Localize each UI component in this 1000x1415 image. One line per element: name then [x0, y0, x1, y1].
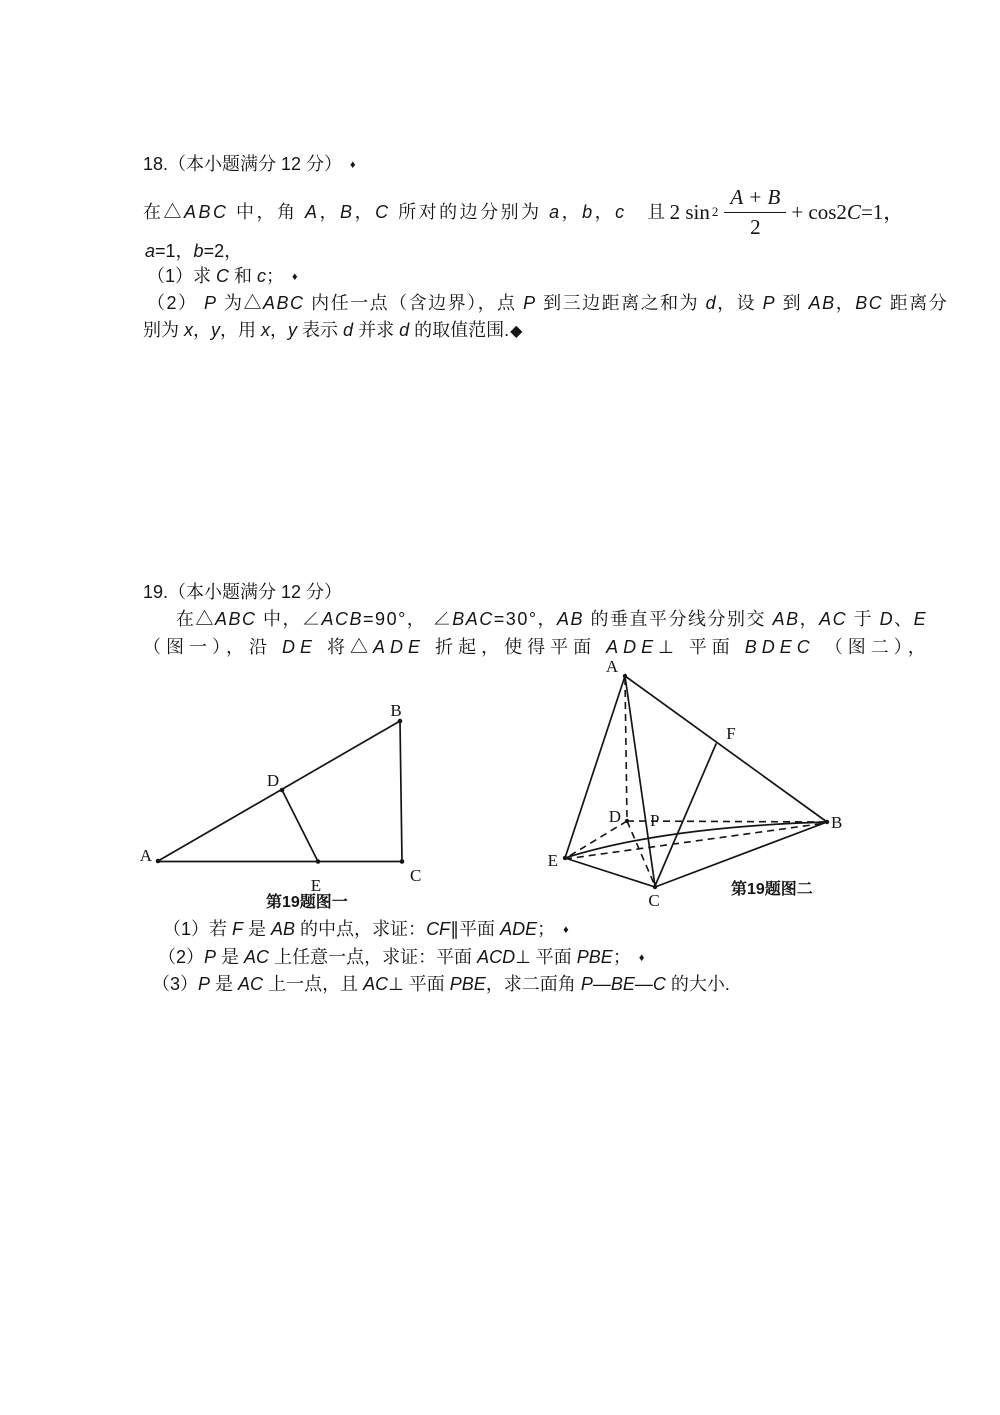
q18-header: 18.（本小题满分 12 分） ♦ [143, 154, 356, 174]
fig2-label-p: P [650, 811, 660, 830]
formula-plus-cos: + cos2 [791, 200, 847, 224]
fig1-segment-de [282, 790, 318, 862]
fig2-vertex-a-dot [623, 674, 627, 678]
fig1-label-d: D [266, 771, 280, 790]
fig2-label-d: D [608, 807, 621, 826]
fig2-point-d-dot [625, 819, 629, 823]
fig2-edge-ac [625, 676, 655, 886]
q18-intro-text: 在△ABC 中，角 A，B，C 所对的边分别为 a，b，c 且 [143, 202, 668, 222]
q18-intro-line [143, 183, 904, 241]
figure-2-tetrahedron [528, 658, 884, 908]
q18-part2-line1: （2） P 为△ABC 内任一点（含边界），点 P 到三边距离之和为 d，设 P 到 AB，BC 距离分 [147, 293, 949, 313]
fig1-edge-ab [158, 721, 400, 861]
formula-equals-one: =1， [860, 200, 905, 224]
fig1-vertex-a-dot [156, 859, 161, 864]
q19-intro-line2: （图一），沿 DE 将△ADE 折起，使得平面 ADE⊥ 平面 BDEC （图二）， [143, 637, 931, 657]
fig2-hidden-diagonal-eb [565, 823, 826, 859]
fig2-point-e-dot [563, 856, 567, 860]
fig1-label-a: A [140, 846, 152, 865]
fig1-label-e: E [310, 876, 322, 895]
q19-part2: （2）P 是 AC 上任意一点，求证：平面 ACD⊥ 平面 PBE； ♦ [158, 947, 645, 967]
q19-header: 19.（本小题满分 12 分） [143, 582, 343, 602]
q18-part2-line2: 别为 x，y，用 x，y 表示 d 并求 d 的取值范围.◆ [143, 320, 523, 340]
fig2-edge-ab [625, 676, 827, 822]
fig1-label-b: B [390, 701, 402, 720]
fig2-hidden-edge-ad [625, 678, 627, 820]
formula-variable-c: C [846, 200, 861, 224]
fig1-point-d-dot [280, 788, 285, 793]
fraction-denominator: 2 [750, 215, 761, 239]
fig2-edge-ec [565, 858, 655, 887]
q19-intro-line1: 在△ABC 中，∠ACB=90°， ∠BAC=30°，AB 的垂直平分线分别交 AB，AC 于 D、E [176, 609, 928, 629]
fig1-edge-bc [400, 721, 402, 862]
fig1-vertex-c-dot [400, 859, 405, 864]
q18-part1: （1）求 C 和 c； ♦ [147, 266, 298, 286]
formula-exponent: 2 [711, 204, 719, 219]
fig2-edge-ae [565, 676, 625, 858]
formula-coefficient: 2 sin [669, 200, 710, 224]
fig2-label-c: C [648, 891, 660, 908]
fig2-label-b: B [831, 813, 843, 832]
q18-given-values: a=1，b=2， [145, 241, 243, 261]
fig2-vertex-b-dot [825, 820, 829, 824]
q19-part3: （3）P 是 AC 上一点，且 AC⊥ 平面 PBE，求二面角 P—BE—C 的大小. [152, 974, 730, 994]
q19-part1: （1）若 F 是 AB 的中点，求证：CF∥平面 ADE； ♦ [163, 919, 569, 939]
fig1-point-e-dot [316, 859, 321, 864]
figure-1-caption: 第19题图一 [266, 894, 348, 911]
fraction-numerator: A + B [724, 185, 786, 213]
fig2-label-f: F [726, 724, 736, 743]
fig2-label-a: A [605, 658, 619, 676]
fig2-label-e: E [547, 851, 558, 870]
fig1-label-c: C [410, 866, 422, 885]
formula-fraction [724, 185, 786, 239]
equation-2sin2-cos2c [670, 185, 905, 239]
figure-2-caption: 第19题图二 [731, 881, 813, 898]
fig2-segment-eb-front [565, 822, 827, 858]
figure-1-triangle [140, 695, 475, 910]
fig2-vertex-c-dot [653, 885, 657, 889]
fig2-segment-fc [655, 744, 716, 886]
